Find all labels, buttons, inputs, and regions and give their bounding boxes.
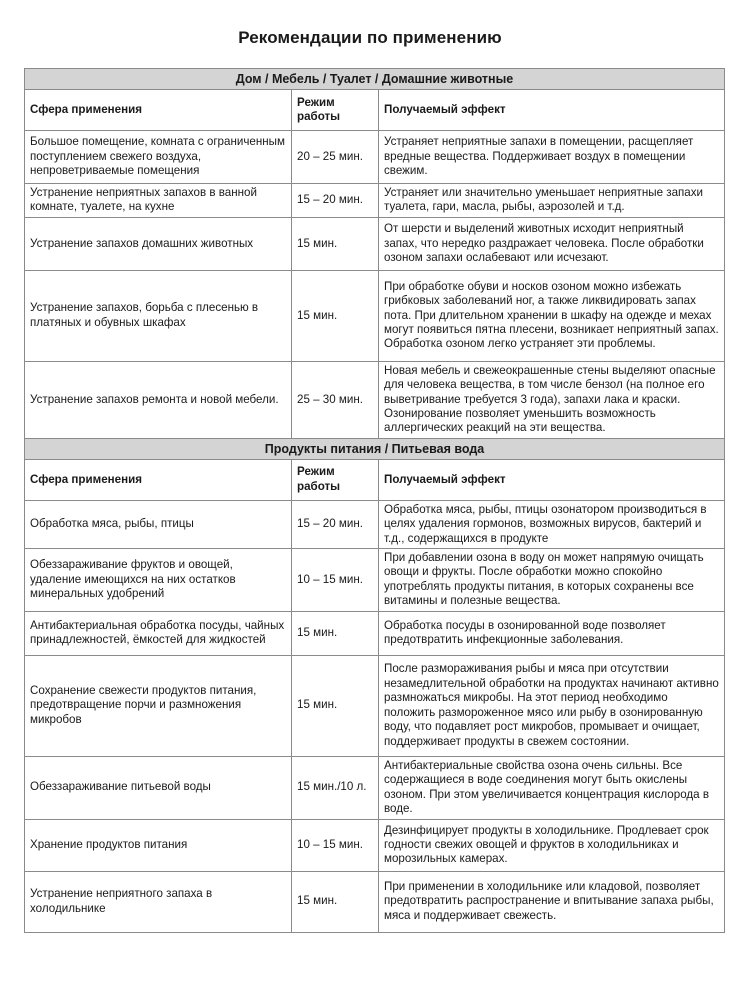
column-header-scope: Сфера применения — [25, 90, 292, 131]
effect-cell: Обработка мяса, рыбы, птицы озонатором производиться в целях удаления гормонов, возможных вирусов, бактерий и т.д., содержащихся в продукте — [379, 500, 725, 548]
effect-cell: Обработка посуды в озонированной воде позволяет предотвратить инфекционные заболевания. — [379, 611, 725, 655]
table-row — [25, 549, 725, 612]
scope-cell: Обеззараживание фруктов и овощей, удаление имеющихся на них остатков минеральных удобрений — [25, 549, 292, 612]
table-row — [25, 131, 725, 184]
scope-cell: Хранение продуктов питания — [25, 819, 292, 871]
effect-cell: От шерсти и выделений животных исходит неприятный запах, что нередко раздражает человека. После обработки озоном запахи ослабевают или исчезают. — [379, 217, 725, 270]
effect-cell: Дезинфицирует продукты в холодильнике. Продлевает срок годности свежих овощей и фруктов в холодильниках и морозильных камерах. — [379, 819, 725, 871]
scope-cell: Обработка мяса, рыбы, птицы — [25, 500, 292, 548]
mode-cell: 15 – 20 мин. — [292, 184, 379, 218]
mode-cell: 20 – 25 мин. — [292, 131, 379, 184]
scope-cell: Устранение запахов ремонта и новой мебели. — [25, 361, 292, 438]
mode-cell: 25 – 30 мин. — [292, 361, 379, 438]
column-header-mode: Режим работы — [292, 90, 379, 131]
effect-cell: Новая мебель и свежеокрашенные стены выделяют опасные для человека вещества, в том числе бензол (на полное его выветривание требуется 3 года), запахи лака и краски. Озонирование позволяет уменьшить возможность аллергических реакций на эти вещества. — [379, 361, 725, 438]
table-row — [25, 871, 725, 932]
scope-cell: Устранение неприятного запаха в холодильнике — [25, 871, 292, 932]
effect-cell: При обработке обуви и носков озоном можно избежать грибковых заболеваний ног, а также ликвидировать запах пота. При длительном хранении в шкафу на одежде и мехах могут появиться пятна плесени, возникает неприятный запах. Обработка озоном легко устраняет эти проблемы. — [379, 270, 725, 361]
column-header-scope: Сфера применения — [25, 459, 292, 500]
mode-cell: 15 мин./10 л. — [292, 756, 379, 819]
column-header-effect: Получаемый эффект — [379, 90, 725, 131]
mode-cell: 10 – 15 мин. — [292, 819, 379, 871]
scope-cell: Сохранение свежести продуктов питания, предотвращение порчи и размножения микробов — [25, 655, 292, 756]
recommendations-table — [24, 68, 725, 933]
table-row — [25, 184, 725, 218]
mode-cell: 10 – 15 мин. — [292, 549, 379, 612]
column-header-mode: Режим работы — [292, 459, 379, 500]
section-title: Продукты питания / Питьевая вода — [25, 438, 725, 459]
table-row — [25, 819, 725, 871]
mode-cell: 15 мин. — [292, 270, 379, 361]
table-row — [25, 655, 725, 756]
mode-cell: 15 мин. — [292, 655, 379, 756]
mode-cell: 15 мин. — [292, 611, 379, 655]
mode-cell: 15 – 20 мин. — [292, 500, 379, 548]
section-header — [25, 438, 725, 459]
scope-cell: Большое помещение, комната с ограниченным поступлением свежего воздуха, непроветриваемые помещения — [25, 131, 292, 184]
page-title: Рекомендации по применению — [238, 28, 502, 47]
scope-cell: Устранение неприятных запахов в ванной комнате, туалете, на кухне — [25, 184, 292, 218]
table-row — [25, 611, 725, 655]
scope-cell: Обеззараживание питьевой воды — [25, 756, 292, 819]
effect-cell: При применении в холодильнике или кладовой, позволяет предотвратить распространение и впитывание запаха рыбы, мяса и поддерживает свежесть. — [379, 871, 725, 932]
column-header-effect: Получаемый эффект — [379, 459, 725, 500]
column-header-row — [25, 90, 725, 131]
effect-cell: После размораживания рыбы и мяса при отсутствии незамедлительной обработки на продуктах начинают активно размножаться микробы. На этот период необходимо положить размороженное мясо или рыбу в озонированную воду, что подавляет рост микробов, промывает и очищает, поддерживает продукты в свежем состоянии. — [379, 655, 725, 756]
mode-cell: 15 мин. — [292, 871, 379, 932]
section-header — [25, 69, 725, 90]
table-row — [25, 500, 725, 548]
table-row — [25, 270, 725, 361]
mode-cell: 15 мин. — [292, 217, 379, 270]
scope-cell: Устранение запахов, борьба с плесенью в платяных и обувных шкафах — [25, 270, 292, 361]
section-title: Дом / Мебель / Туалет / Домашние животные — [25, 69, 725, 90]
column-header-row — [25, 459, 725, 500]
effect-cell: Антибактериальные свойства озона очень сильны. Все содержащиеся в воде соединения могут быть окислены озоном. При этом увеличивается концентрация кислорода в воде. — [379, 756, 725, 819]
scope-cell: Устранение запахов домашних животных — [25, 217, 292, 270]
scope-cell: Антибактериальная обработка посуды, чайных принадлежностей, ёмкостей для жидкостей — [25, 611, 292, 655]
table-row — [25, 756, 725, 819]
table-row — [25, 217, 725, 270]
table-row — [25, 361, 725, 438]
effect-cell: Устраняет неприятные запахи в помещении, расщепляет вредные вещества. Поддерживает воздух в помещении свежим. — [379, 131, 725, 184]
effect-cell: Устраняет или значительно уменьшает неприятные запахи туалета, гари, масла, рыбы, аэрозолей и т.д. — [379, 184, 725, 218]
effect-cell: При добавлении озона в воду он может напрямую очищать овощи и фрукты. После обработки можно спокойно употреблять продукты питания, в которых сохранены все витамины и полезные вещества. — [379, 549, 725, 612]
